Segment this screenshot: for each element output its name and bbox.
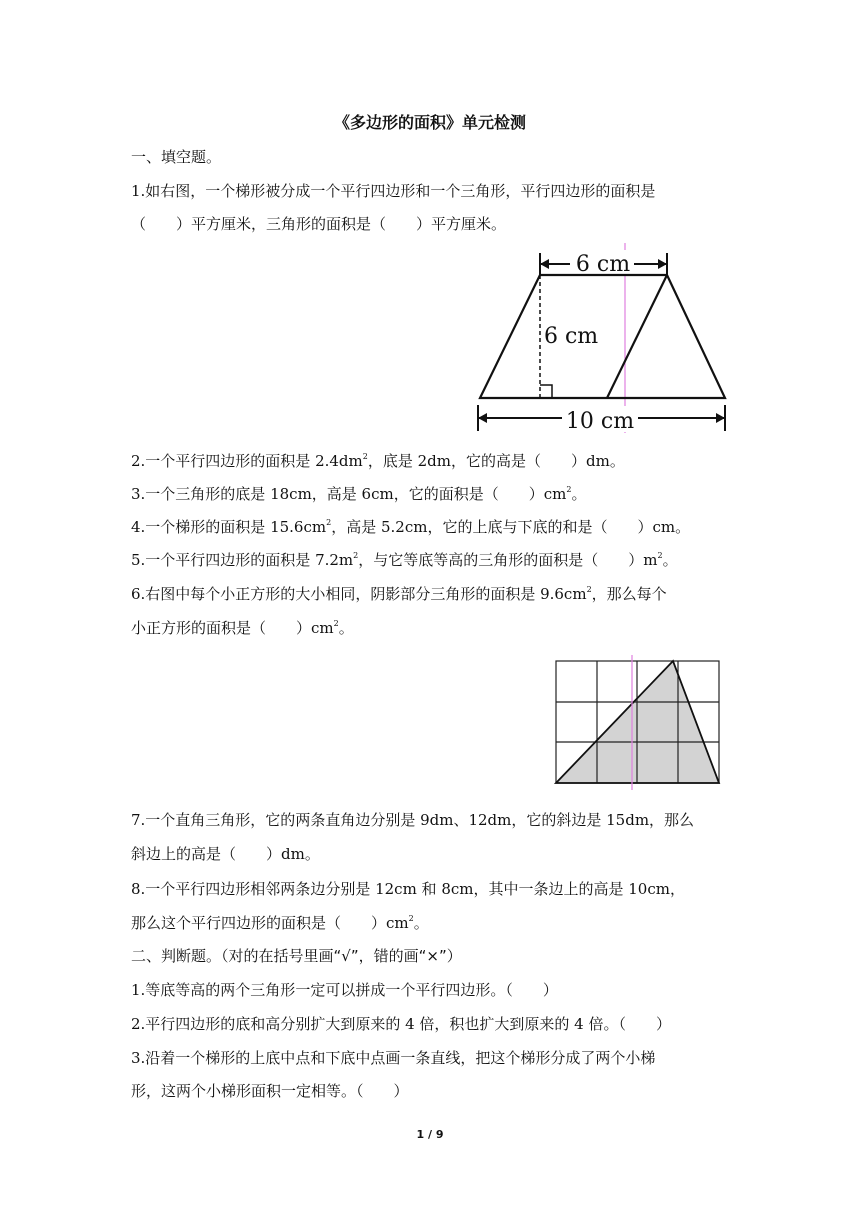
judge-question-3-line-2: 形，这两个小梯形面积一定相等。（ ） bbox=[131, 1082, 409, 1100]
height-label: 6 cm bbox=[544, 324, 599, 349]
trapezoid-outline bbox=[480, 275, 725, 398]
top-arrow-right bbox=[658, 259, 667, 269]
bottom-arrow-right bbox=[716, 413, 725, 423]
question-1-line-1: 1.如右图，一个梯形被分成一个平行四边形和一个三角形，平行四边形的面积是 bbox=[131, 182, 656, 200]
page-title: 《多边形的面积》单元检测 bbox=[333, 113, 526, 132]
page-number: 1 / 9 bbox=[416, 1128, 444, 1141]
trapezoid-figure bbox=[470, 243, 735, 433]
top-label: 6 cm bbox=[575, 252, 631, 277]
judge-question-2: 2.平行四边形的底和高分别扩大到原来的 4 倍，积也扩大到原来的 4 倍。（ ） bbox=[131, 1015, 671, 1033]
question-2: 2.一个平行四边形的面积是 $2.4dm^2$，底是 2dm，它的高是（ ）dm。 bbox=[131, 452, 625, 470]
triangle-edge bbox=[607, 275, 667, 398]
question-6-line-2: 小正方形的面积是（ ）$cm^2$。 bbox=[131, 619, 354, 637]
section-heading-fill-blank: 一、填空题。 bbox=[131, 148, 222, 166]
section-heading-true-false: 二、判断题。（对的在括号里画“√”，错的画“×”） bbox=[131, 947, 462, 965]
bottom-label: 10 cm bbox=[565, 409, 635, 433]
question-8-line-2: 那么这个平行四边形的面积是（ ）$cm^2$。 bbox=[131, 914, 429, 932]
grid-figure bbox=[553, 655, 725, 790]
question-7-line-1: 7.一个直角三角形，它的两条直角边分别是 9dm、12dm，它的斜边是 15dm，那么 bbox=[131, 811, 695, 829]
question-7-line-2: 斜边上的高是（ ）dm。 bbox=[131, 845, 320, 863]
judge-question-3-line-1: 3.沿着一个梯形的上底中点和下底中点画一条直线，把这个梯形分成了两个小梯 bbox=[131, 1049, 656, 1067]
right-angle-mark bbox=[540, 385, 552, 398]
question-5: 5.一个平行四边形的面积是 $7.2m^2$，与它等底等高的三角形的面积是（ ）$m^2$。 bbox=[131, 551, 678, 569]
question-3: 3.一个三角形的底是 18cm，高是 6cm，它的面积是（ ）$cm^2$。 bbox=[131, 485, 587, 503]
question-1-line-2: （ ）平方厘米，三角形的面积是（ ）平方厘米。 bbox=[131, 215, 507, 233]
judge-question-1: 1.等底等高的两个三角形一定可以拼成一个平行四边形。（ ） bbox=[131, 981, 558, 999]
question-4: 4.一个梯形的面积是 $15.6cm^2$，高是 5.2cm，它的上底与下底的和是（ ）cm。 bbox=[131, 518, 691, 536]
top-arrow-left bbox=[540, 259, 549, 269]
question-6-line-1: 6.右图中每个小正方形的大小相同，阴影部分三角形的面积是 $9.6cm^2$，那么每个 bbox=[131, 585, 667, 603]
question-8-line-1: 8.一个平行四边形相邻两条边分别是 12cm 和 8cm，其中一条边上的高是 10cm， bbox=[131, 880, 685, 898]
bottom-arrow-left bbox=[478, 413, 487, 423]
